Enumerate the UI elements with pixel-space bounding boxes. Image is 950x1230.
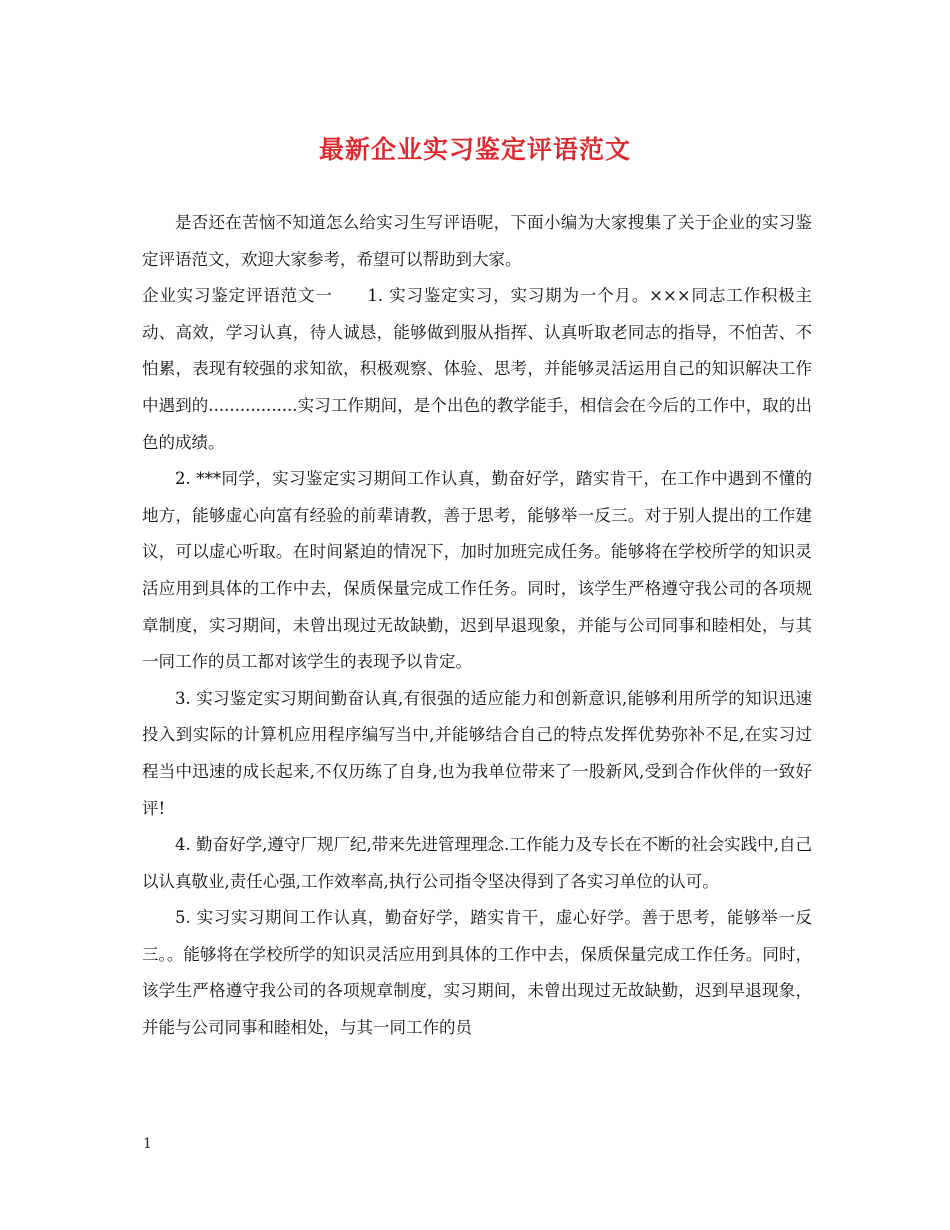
evaluation-paragraph-3: 3. 实习鉴定实习期间勤奋认真,有很强的适应能力和创新意识,能够利用所学的知识迅速投入到实际的计算机应用程序编写当中,并能够结合自己的特点发挥优势弥补不足,在实习过程当中迅速的成长起来,不仅历练了自身,也为我单位带来了一股新风,受到合作伙伴的一致好评! xyxy=(142,688,812,818)
page-number: 1 xyxy=(143,1136,152,1152)
evaluation-paragraph-4: 4. 勤奋好学,遵守厂规厂纪,带来先进管理理念.工作能力及专长在不断的社会实践中,自己以认真敬业,责任心强,工作效率高,执行公司指令坚决得到了各实习单位的认可。 xyxy=(142,835,812,891)
document-body xyxy=(142,205,812,1047)
evaluation-paragraph-5: 5. 实习实习期间工作认真，勤奋好学，踏实肯干，虚心好学。善于思考，能够举一反三。。能够将在学校所学的知识灵活应用到具体的工作中去，保质保量完成工作任务。同时，该学生严格遵守我公司的各项规章制度，实习期间，未曾出现过无故缺勤，迟到早退现象，并能与公司同事和睦相处，与其一同工作的员 xyxy=(142,908,812,1038)
page-title: 最新企业实习鉴定评语范文 xyxy=(318,135,631,164)
intro-paragraph: 是否还在苦恼不知道怎么给实习生写评语呢，下面小编为大家搜集了关于企业的实习鉴定评语范文，欢迎大家参考，希望可以帮助到大家。 xyxy=(142,213,812,269)
evaluation-paragraph-1: 企业实习鉴定评语范文一 1. 实习鉴定实习，实习期为一个月。×××同志工作积极主动、高效，学习认真，待人诚恳，能够做到服从指挥、认真听取老同志的指导，不怕苦、不怕累，表现有较强的求知欲，积极观察、体验、思考，并能够灵活运用自己的知识解决工作中遇到的.................实习工作期间，是个出色的教学能手，相信会在今后的工作中，取的出色的成绩。 xyxy=(142,286,812,452)
evaluation-paragraph-2: 2. ***同学，实习鉴定实习期间工作认真，勤奋好学，踏实肯干，在工作中遇到不懂的地方，能够虚心向富有经验的前辈请教，善于思考，能够举一反三。对于别人提出的工作建议，可以虚心听取。在时间紧迫的情况下，加时加班完成任务。能够将在学校所学的知识灵活应用到具体的工作中去，保质保量完成工作任务。同时，该学生严格遵守我公司的各项规章制度，实习期间，未曾出现过无故缺勤，迟到早退现象，并能与公司同事和睦相处，与其一同工作的员工都对该学生的表现予以肯定。 xyxy=(142,469,812,672)
